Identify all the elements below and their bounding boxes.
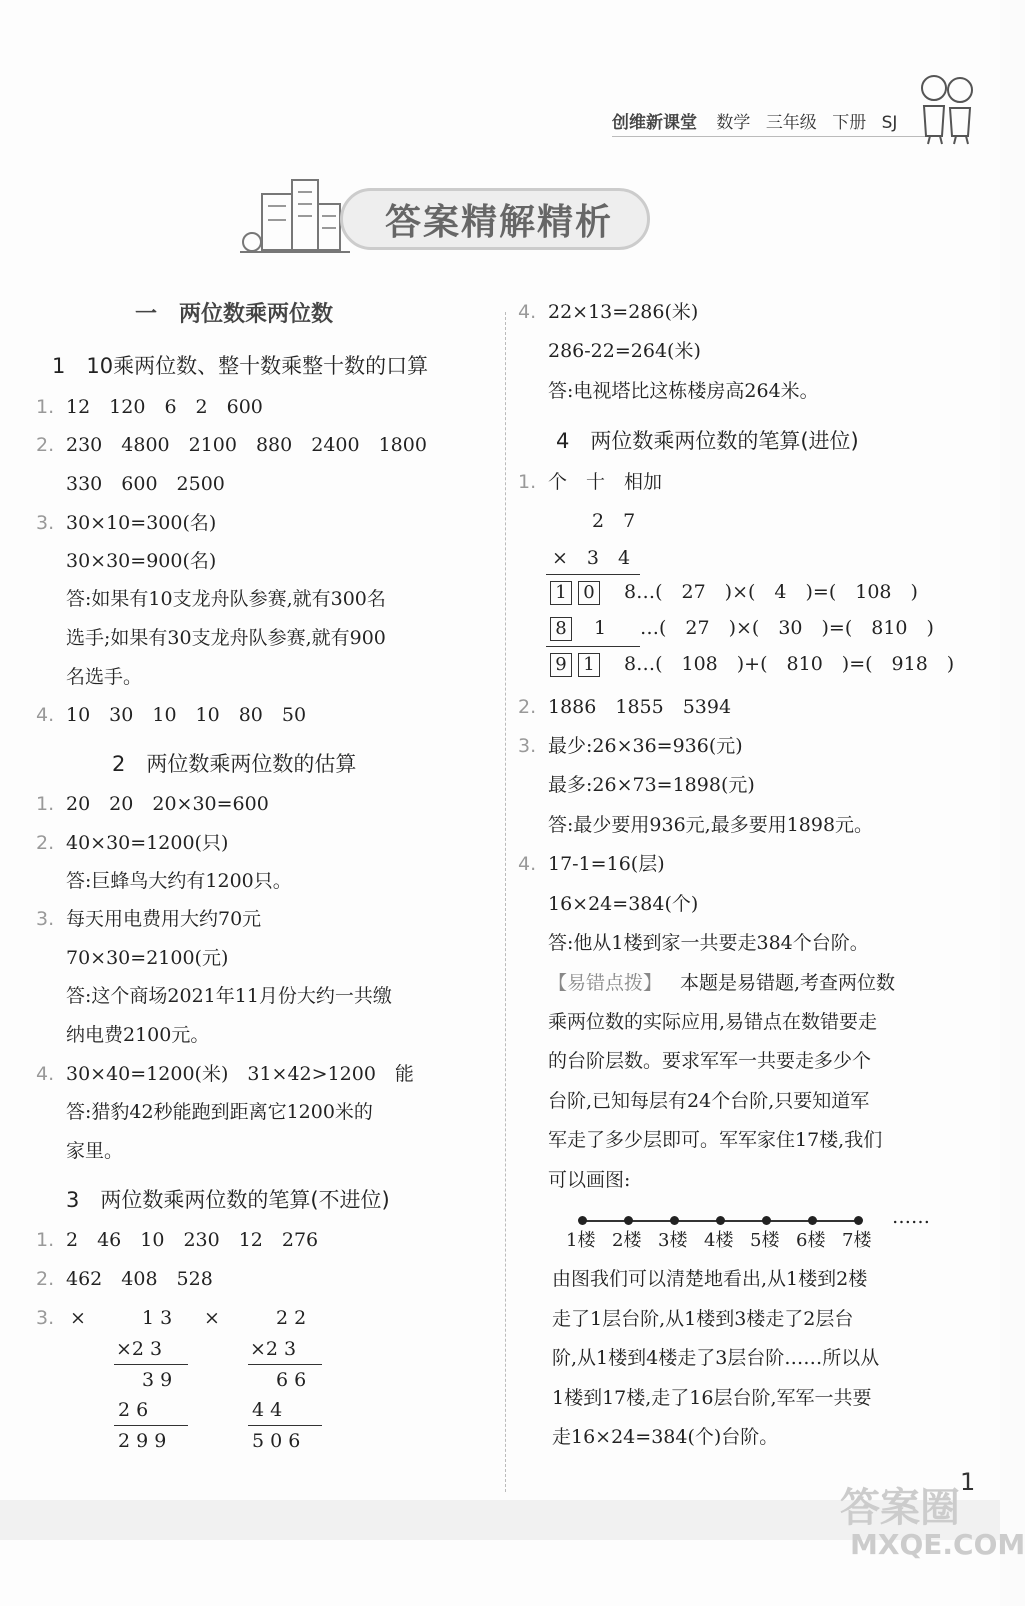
question-number: 4. bbox=[36, 704, 55, 726]
question-number: 2. bbox=[36, 434, 55, 456]
calc-explain: 8…( 108 )+( 810 )=( 918 ) bbox=[624, 653, 955, 675]
floor-dot bbox=[624, 1216, 633, 1225]
answer-line: 17-1=16(层) bbox=[548, 853, 665, 875]
section-1-title: 1 10乘两位数、整十数乘整十数的口算 bbox=[52, 354, 429, 378]
answer-line: 30×40=1200(米) 31×42>1200 能 bbox=[66, 1063, 414, 1085]
floor-dot bbox=[762, 1216, 771, 1225]
question-number: 1. bbox=[36, 793, 55, 815]
explain-text: 阶,从1楼到4楼走了3层台阶……所以从 bbox=[552, 1347, 880, 1369]
calc-rule bbox=[114, 1364, 188, 1365]
answer-line: 名选手。 bbox=[66, 666, 143, 688]
answer-line: 2 46 10 230 12 276 bbox=[66, 1229, 319, 1251]
floor-dot bbox=[808, 1216, 817, 1225]
product-result: 5 0 6 bbox=[252, 1430, 301, 1452]
wrong-mark: × bbox=[70, 1307, 86, 1329]
answer-line: 答:如果有10支龙舟队参赛,就有300名 bbox=[66, 588, 386, 610]
section-3-title: 3 两位数乘两位数的笔算(不进位) bbox=[66, 1188, 390, 1212]
explain-text: 走了1层台阶,从1楼到3楼走了2层台 bbox=[552, 1308, 854, 1330]
answer-line: 答:他从1楼到家一共要走384个台阶。 bbox=[548, 932, 869, 954]
answer-line: 16×24=384(个) bbox=[548, 893, 699, 915]
digit-box: 8 bbox=[550, 617, 572, 641]
carry-row-2 bbox=[550, 617, 578, 641]
question-number: 3. bbox=[518, 735, 537, 757]
answer-line: 1886 1855 5394 bbox=[548, 696, 732, 718]
explain-text: 走16×24=384(个)台阶。 bbox=[552, 1426, 779, 1448]
partial-digit: 1 bbox=[594, 617, 607, 639]
digit-box: 1 bbox=[550, 581, 572, 605]
brand-name: 创维新课堂 bbox=[612, 113, 697, 133]
edition: SJ bbox=[881, 113, 898, 133]
answer-line: 个 十 相加 bbox=[548, 471, 663, 493]
tip-label: 【易错点拨】 bbox=[548, 972, 663, 994]
volume: 下册 bbox=[832, 113, 867, 133]
calc-explain: 8…( 27 )×( 4 )=( 108 ) bbox=[624, 581, 918, 603]
partial-product: 2 6 bbox=[118, 1399, 149, 1421]
answer-line: 20 20 20×30=600 bbox=[66, 793, 269, 815]
floor-label: 1楼 bbox=[566, 1230, 596, 1251]
diagram-ellipsis: …… bbox=[892, 1206, 930, 1228]
floor-dot bbox=[670, 1216, 679, 1225]
calc-explain: …( 27 )×( 30 )=( 810 ) bbox=[640, 617, 934, 639]
floor-label: 7楼 bbox=[842, 1230, 872, 1251]
answer-line: 答:巨蜂鸟大约有1200只。 bbox=[66, 870, 292, 892]
digit-box: 0 bbox=[578, 581, 600, 605]
answer-line: 最少:26×36=936(元) bbox=[548, 735, 743, 757]
unit-title: 一 两位数乘两位数 bbox=[135, 302, 334, 327]
question-number: 3. bbox=[36, 1307, 55, 1329]
floor-dot bbox=[716, 1216, 725, 1225]
partial-product: 6 6 bbox=[276, 1369, 307, 1391]
calc-rule bbox=[546, 574, 640, 575]
wrong-mark: × bbox=[204, 1307, 220, 1329]
partial-product: 3 9 bbox=[142, 1369, 173, 1391]
tip-text: 可以画图: bbox=[548, 1169, 631, 1191]
answer-line: 答:猎豹42秒能跑到距离它1200米的 bbox=[66, 1101, 373, 1123]
digit-box: 1 bbox=[578, 653, 600, 677]
page-title: 答案精解精析 bbox=[385, 202, 614, 243]
vertical-multiplier: ×2 3 bbox=[250, 1338, 297, 1360]
answer-line: 最多:26×73=1898(元) bbox=[548, 774, 755, 796]
floor-label: 5楼 bbox=[750, 1230, 780, 1251]
calc-rule bbox=[114, 1425, 188, 1426]
answer-line: 462 408 528 bbox=[66, 1268, 213, 1290]
calc-rule bbox=[248, 1425, 322, 1426]
question-number: 2. bbox=[36, 1268, 55, 1290]
building-illustration-icon bbox=[240, 170, 350, 258]
answer-line: 答:最少要用936元,最多要用1898元。 bbox=[548, 814, 874, 836]
answer-line: 30×10=300(名) bbox=[66, 512, 217, 534]
answer-line: 12 120 6 2 600 bbox=[66, 396, 263, 418]
answer-line: 答:这个商场2021年11月份大约一共缴 bbox=[66, 985, 392, 1007]
tip-text: 的台阶层数。要求军军一共要走多少个 bbox=[548, 1050, 872, 1072]
question-number: 3. bbox=[36, 512, 55, 534]
header-rule bbox=[612, 136, 932, 137]
kids-illustration-icon bbox=[912, 70, 984, 146]
answer-line: 答:电视塔比这栋楼房高264米。 bbox=[548, 380, 819, 402]
floor-label: 3楼 bbox=[658, 1230, 688, 1251]
question-number: 1. bbox=[36, 396, 55, 418]
tip-text: 乘两位数的实际应用,易错点在数错要走 bbox=[548, 1011, 878, 1033]
question-number: 4. bbox=[36, 1063, 55, 1085]
digit-box: 9 bbox=[550, 653, 572, 677]
carry-row-1 bbox=[550, 581, 606, 605]
answer-line: 22×13=286(米) bbox=[548, 301, 699, 323]
answer-line: 40×30=1200(只) bbox=[66, 832, 229, 854]
page-number: 1 bbox=[960, 1468, 976, 1496]
answer-line: 每天用电费用大约70元 bbox=[66, 908, 262, 930]
column-divider bbox=[505, 312, 506, 1492]
floor-label: 2楼 bbox=[612, 1230, 642, 1251]
explain-text: 由图我们可以清楚地看出,从1楼到2楼 bbox=[552, 1268, 868, 1290]
watermark-url: MXQE.COM bbox=[850, 1528, 1025, 1561]
answer-line: 选手;如果有30支龙舟队参赛,就有900 bbox=[66, 627, 386, 649]
page-header bbox=[612, 108, 907, 133]
tip-text: 台阶,已知每层有24个台阶,只要知道军 bbox=[548, 1090, 870, 1112]
answer-line: 30×30=900(名) bbox=[66, 550, 217, 572]
answer-line: 家里。 bbox=[66, 1140, 124, 1162]
vertical-multiplier: ×2 3 bbox=[116, 1338, 163, 1360]
tip-text: 军走了多少层即可。军军家住17楼,我们 bbox=[548, 1129, 883, 1151]
section-2-title: 2 两位数乘两位数的估算 bbox=[112, 752, 357, 776]
calc-rule bbox=[248, 1364, 322, 1365]
vertical-top: 2 7 bbox=[592, 510, 636, 532]
question-number: 4. bbox=[518, 853, 537, 875]
tip-text: 本题是易错题,考查两位数 bbox=[680, 972, 896, 994]
vertical-top: 2 2 bbox=[276, 1307, 307, 1329]
question-number: 1. bbox=[518, 471, 537, 493]
answer-line: 纳电费2100元。 bbox=[66, 1024, 210, 1046]
grade: 三年级 bbox=[765, 113, 817, 133]
vertical-top: 1 3 bbox=[142, 1307, 173, 1329]
floor-dot bbox=[578, 1216, 587, 1225]
answer-line: 10 30 10 10 80 50 bbox=[66, 704, 307, 726]
section-4-title: 4 两位数乘两位数的笔算(进位) bbox=[556, 429, 859, 453]
answer-line: 286-22=264(米) bbox=[548, 340, 701, 362]
vertical-multiplier: × 3 4 bbox=[552, 547, 631, 569]
watermark: 答案圈 bbox=[840, 1485, 960, 1531]
explain-text: 1楼到17楼,走了16层台阶,军军一共要 bbox=[552, 1387, 872, 1409]
subject: 数学 bbox=[716, 113, 751, 133]
question-number: 1. bbox=[36, 1229, 55, 1251]
answer-line: 70×30=2100(元) bbox=[66, 947, 229, 969]
calc-rule bbox=[546, 646, 640, 647]
carry-row-3 bbox=[550, 653, 606, 677]
answer-line: 330 600 2500 bbox=[66, 473, 225, 495]
floor-dot bbox=[854, 1216, 863, 1225]
question-number: 2. bbox=[518, 696, 537, 718]
question-number: 3. bbox=[36, 908, 55, 930]
question-number: 2. bbox=[36, 832, 55, 854]
floor-label: 6楼 bbox=[796, 1230, 826, 1251]
answer-line: 230 4800 2100 880 2400 1800 bbox=[66, 434, 427, 456]
product-result: 2 9 9 bbox=[118, 1430, 167, 1452]
floor-label: 4楼 bbox=[704, 1230, 734, 1251]
question-number: 4. bbox=[518, 301, 537, 323]
partial-product: 4 4 bbox=[252, 1399, 283, 1421]
